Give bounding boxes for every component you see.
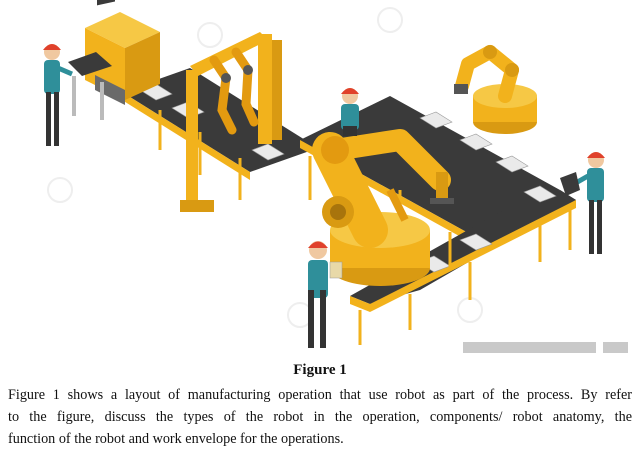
worker-center-top	[341, 88, 359, 136]
figure-caption: Figure 1	[293, 362, 347, 378]
paragraph-line-3: function of the robot and work envelope for the operations.	[8, 431, 344, 447]
question-paragraph	[8, 384, 632, 450]
watermark-bar-small	[603, 342, 628, 353]
articulated-robot-top-right	[454, 45, 537, 134]
paragraph-line-1: Figure 1 shows a layout of manufacturing operation that use robot as part of the process. By refer	[8, 387, 632, 403]
watermark-bar	[463, 342, 596, 353]
worker-left	[43, 44, 72, 146]
gantry-robot-arms	[180, 32, 282, 212]
paragraph-line-2: to the figure, discuss the types of the robot in the operation, components/ robot anatomy, the	[8, 409, 632, 425]
